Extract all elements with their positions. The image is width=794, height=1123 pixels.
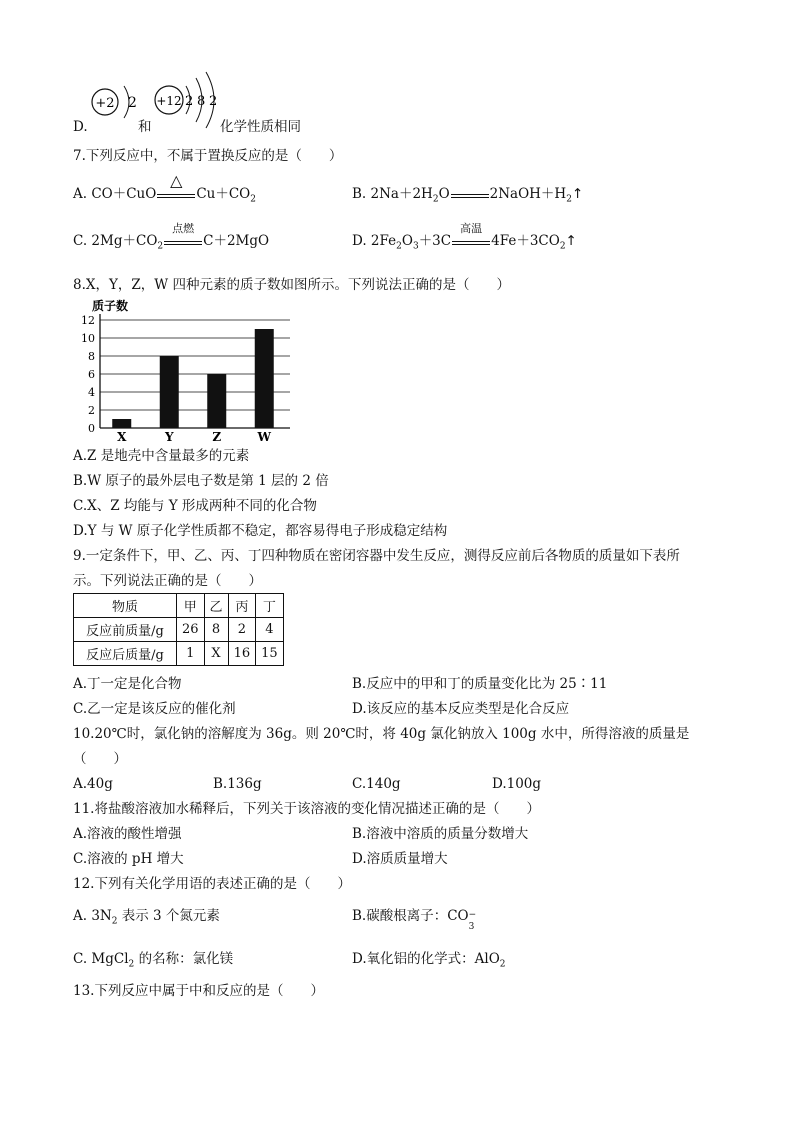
table-header: 甲 bbox=[177, 594, 205, 618]
option-a: A. CO＋CuO △ $Cu+CO_2$ bbox=[73, 170, 256, 205]
table-header: 丙 bbox=[228, 594, 256, 618]
table-cell: X bbox=[204, 642, 228, 666]
table-cell: 反应后质量/g bbox=[74, 642, 177, 666]
option-b: B.碳酸根离子：CO − 3 bbox=[352, 908, 477, 932]
option-a: A.40g bbox=[73, 776, 113, 792]
question-stem: 13.下列反应中属于中和反应的是（ ） bbox=[73, 983, 324, 999]
table-cell: 16 bbox=[228, 642, 256, 666]
option-b: B.136g bbox=[213, 776, 262, 792]
option-b: B.W 原子的最外层电子数是第 1 层的 2 倍 bbox=[73, 473, 329, 489]
y-tick-label: 0 bbox=[88, 422, 95, 435]
table-header: 物质 bbox=[74, 594, 177, 618]
y-tick-label: 6 bbox=[88, 368, 95, 381]
option-d: D.溶质质量增大 bbox=[352, 851, 448, 867]
question-stem-cont: 示。下列说法正确的是（ ） bbox=[73, 573, 262, 589]
option-c: C. MgCl$_2$ 的名称：氯化镁 bbox=[73, 951, 234, 970]
proton-bar-chart bbox=[70, 296, 300, 444]
nucleus-label: +12 bbox=[156, 94, 182, 108]
question-stem: 11.将盐酸溶液加水稀释后，下列关于该溶液的变化情况描述正确的是（ ） bbox=[73, 801, 540, 817]
question-stem: 7.下列反应中，不属于置换反应的是（ ） bbox=[73, 148, 343, 164]
y-tick-label: 8 bbox=[88, 350, 95, 363]
y-axis-label: 质子数 bbox=[92, 299, 129, 313]
question-stem: 12.下列有关化学用语的表述正确的是（ ） bbox=[73, 876, 351, 892]
table-header: 乙 bbox=[204, 594, 228, 618]
x-tick-label: W bbox=[257, 430, 271, 444]
atom-diagram-2 bbox=[152, 70, 227, 130]
table-cell: 26 bbox=[177, 618, 205, 642]
table-row bbox=[74, 642, 284, 666]
table-cell: 1 bbox=[177, 642, 205, 666]
option-text: 化学性质相同 bbox=[220, 119, 301, 135]
option-a: A. $3N_2$ 表示 3 个氮元素 bbox=[73, 908, 220, 927]
table-header-row bbox=[74, 594, 284, 618]
x-tick-label: X bbox=[117, 430, 127, 444]
option-label: D. bbox=[73, 119, 88, 135]
option-b: B.反应中的甲和丁的质量变化比为 25∶11 bbox=[352, 676, 608, 692]
mass-table bbox=[73, 593, 284, 666]
option-d: D.该反应的基本反应类型是化合反应 bbox=[352, 701, 570, 717]
table-header: 丁 bbox=[256, 594, 284, 618]
x-tick-label: Z bbox=[212, 430, 222, 444]
option-c: C.X、Z 均能与 Y 形成两种不同的化合物 bbox=[73, 498, 317, 514]
option-a: A.Z 是地壳中含量最多的元素 bbox=[73, 448, 250, 464]
table-cell: 15 bbox=[256, 642, 284, 666]
bar-w bbox=[255, 329, 274, 428]
option-d: D.氧化铝的化学式：AlO$_2$ bbox=[352, 951, 506, 970]
shell-electrons: 2 bbox=[128, 95, 137, 111]
table-cell: 2 bbox=[228, 618, 256, 642]
bar-z bbox=[207, 374, 226, 428]
table-cell: 8 bbox=[204, 618, 228, 642]
option-a: A.丁一定是化合物 bbox=[73, 676, 182, 692]
question-stem: 10.20℃时，氯化钠的溶解度为 36g。则 20℃时，将 40g 氯化钠放入 100g 水中，所得溶液的质量是 bbox=[73, 726, 690, 742]
table-row bbox=[74, 618, 284, 642]
bar-y bbox=[160, 356, 179, 428]
y-tick-label: 10 bbox=[81, 332, 95, 345]
option-b: B.溶液中溶质的质量分数增大 bbox=[352, 826, 529, 842]
option-d: D.100g bbox=[492, 776, 542, 792]
option-c: C.乙一定是该反应的催化剂 bbox=[73, 701, 236, 717]
question-stem: 9.一定条件下，甲、乙、丙、丁四种物质在密闭容器中发生反应，测得反应前后各物质的质量如下表所 bbox=[73, 548, 680, 564]
option-b: B. $2Na+2H_2O$ $2NaOH+H_2↑$ bbox=[352, 186, 584, 205]
option-c: C.140g bbox=[352, 776, 401, 792]
question-stem: 8.X，Y，Z，W 四种元素的质子数如图所示。下列说法正确的是（ ） bbox=[73, 277, 510, 293]
shell-electrons: 2 bbox=[209, 94, 218, 109]
option-d: D. $2Fe_2O_3+3C$ 高温 $4Fe+3CO_2↑$ bbox=[352, 221, 577, 252]
option-d: D.Y 与 W 原子化学性质都不稳定，都容易得电子形成稳定结构 bbox=[73, 523, 448, 539]
table-cell: 反应前质量/g bbox=[74, 618, 177, 642]
table-cell: 4 bbox=[256, 618, 284, 642]
shell-electrons: 8 bbox=[197, 94, 206, 109]
shell-electrons: 2 bbox=[185, 94, 194, 109]
nucleus-label: +2 bbox=[95, 96, 115, 111]
option-a: A.溶液的酸性增强 bbox=[73, 826, 182, 842]
y-tick-label: 2 bbox=[88, 404, 95, 417]
connector-text: 和 bbox=[138, 119, 152, 135]
question-stem-cont: （ ） bbox=[73, 751, 127, 767]
bar-x bbox=[112, 419, 131, 428]
option-c: C. $2Mg+CO_2$ 点燃 C＋2MgO bbox=[73, 221, 270, 252]
x-tick-label: Y bbox=[164, 430, 174, 444]
y-tick-label: 4 bbox=[88, 386, 95, 399]
option-c: C.溶液的 pH 增大 bbox=[73, 851, 184, 867]
y-tick-label: 12 bbox=[81, 314, 95, 327]
